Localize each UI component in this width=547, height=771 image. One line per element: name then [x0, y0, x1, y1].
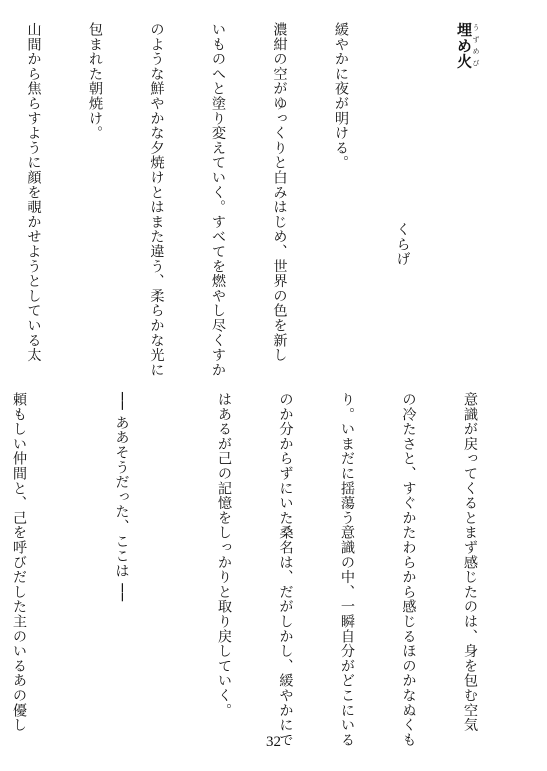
page-number: 32 — [266, 734, 281, 750]
text-line: 頼もしい仲間と、己を呼びだした主のいるあの優し — [11, 392, 27, 733]
text-line: のか分からずにいた桑名は、だがしかし、緩やかにで — [277, 392, 294, 748]
text-line: 濃紺の空がゆっくりと白みはじめ、世界の色を新し — [271, 22, 288, 363]
story-title-ruby: 埋め火 うずめび — [455, 22, 480, 69]
text-line: 包まれた朝焼け。 — [87, 22, 103, 141]
text-line: 山間から焦らすように顔を覗かせようとしている太 — [25, 22, 42, 363]
text-line: はあるが己の記憶をしっかりと取り戻していく。 — [216, 392, 232, 718]
text-line: のような鮮やかな夕焼けとはまた違う、柔らかな光に — [148, 22, 165, 378]
text-line: いものへと塗り変えていく。すべてを燃やし尽くすか — [210, 22, 226, 378]
text-line: の冷たさと、すぐかたわらから感じるほのかなぬくも — [400, 392, 417, 748]
text-line: ── ああそうだった、ここは ── — [113, 392, 130, 602]
text-line: 緩やかに夜が明ける。 — [333, 22, 349, 170]
story-title-reading: うずめび — [472, 22, 480, 69]
story-author: くらげ — [394, 222, 411, 267]
story-title — [454, 22, 481, 352]
top-text-block — [25, 22, 521, 378]
text-line: 意識が戻ってくるとまず感じたのは、身を包む空気 — [462, 392, 478, 733]
text-line: り。いまだに揺蕩う意識の中、一瞬自分がどこにいる — [339, 392, 355, 748]
